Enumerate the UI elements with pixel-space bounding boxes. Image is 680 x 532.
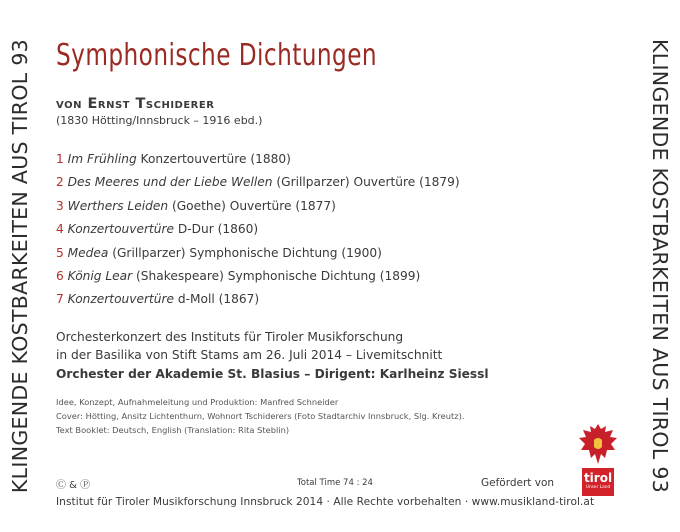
track-item — [56, 288, 626, 311]
footer-row — [56, 476, 616, 492]
track-item — [56, 265, 626, 288]
track-number: 1 — [56, 152, 64, 166]
spine-left-text: KLINGENDE KOSTBARKEITEN AUS TIROL 93 — [8, 38, 32, 494]
track-details: D-Dur (1860) — [173, 222, 259, 237]
composer-name: von Ernst Tschiderer — [56, 96, 215, 112]
track-number: 7 — [56, 292, 64, 307]
track-title: König Lear — [67, 269, 133, 284]
copyright-symbols: Ⓒ & Ⓟ — [56, 480, 91, 491]
track-title: Medea — [67, 245, 109, 260]
credits-line-3: Text Booklet: Deutsch, English (Translation: Rita Steblin) — [56, 425, 290, 436]
concert-line-3: Orchester der Akademie St. Blasius – Dirigent: Karlheinz Siessl — [56, 366, 489, 381]
track-title: Werthers Leiden — [67, 198, 169, 213]
album-title: Symphonische Dichtungen — [56, 38, 378, 73]
track-item — [56, 218, 626, 241]
track-number: 4 — [56, 222, 64, 237]
concert-info — [56, 328, 626, 384]
track-number: 3 — [56, 198, 64, 213]
track-number: 2 — [56, 175, 64, 190]
track-item — [56, 195, 626, 218]
track-details: (Grillparzer) Symphonische Dichtung (1900) — [108, 245, 382, 260]
credits-line-2: Cover: Hötting, Ansitz Lichtenthurn, Wohnort Tschiderers (Foto Stadtarchiv Innsbruck, Slg. Kreutz). — [56, 411, 465, 422]
track-title: Des Meeres und der Liebe Wellen — [67, 175, 273, 190]
credits-line-1: Idee, Konzept, Aufnahmeleitung und Produktion: Manfred Schneider — [56, 397, 339, 408]
back-cover-content — [56, 38, 626, 437]
track-title: Konzertouvertüre — [67, 292, 174, 307]
track-details: (Grillparzer) Ouvertüre (1879) — [272, 175, 460, 190]
track-item — [56, 171, 626, 194]
logo-tagline: Unser Land — [585, 485, 611, 490]
track-details: Konzertouvertüre (1880) — [136, 152, 291, 166]
track-details: (Goethe) Ouvertüre (1877) — [168, 198, 336, 213]
production-credits — [56, 395, 626, 437]
spine-left — [0, 0, 40, 532]
track-item — [56, 148, 626, 171]
track-title: Konzertouvertüre — [67, 222, 174, 237]
concert-line-2: in der Basilika von Stift Stams am 26. Juli 2014 – Livemitschnitt — [56, 348, 443, 363]
track-number: 6 — [56, 269, 64, 284]
publisher-line: Institut für Tiroler Musikforschung Innsbruck 2014 · Alle Rechte vorbehalten · www.musikland-tirol.at — [56, 496, 595, 508]
track-title: Im Frühling — [67, 152, 137, 166]
composer-dates: (1830 Hötting/Innsbruck – 1916 ebd.) — [56, 114, 263, 127]
tirol-logo — [575, 420, 621, 498]
track-number: 5 — [56, 245, 64, 260]
track-details: d-Moll (1867) — [173, 292, 260, 307]
total-time: Total Time 74 : 24 — [297, 478, 373, 488]
logo-brand-text: tirol — [583, 471, 613, 485]
concert-line-1: Orchesterkonzert des Instituts für Tiroler Musikforschung — [56, 329, 404, 344]
spine-right — [640, 0, 680, 532]
track-details: (Shakespeare) Symphonische Dichtung (1899) — [132, 269, 421, 284]
track-list — [56, 148, 626, 312]
track-item — [56, 242, 626, 265]
funded-by-label: Gefördert von — [481, 477, 555, 489]
spine-right-text: KLINGENDE KOSTBARKEITEN AUS TIROL 93 — [648, 38, 672, 494]
